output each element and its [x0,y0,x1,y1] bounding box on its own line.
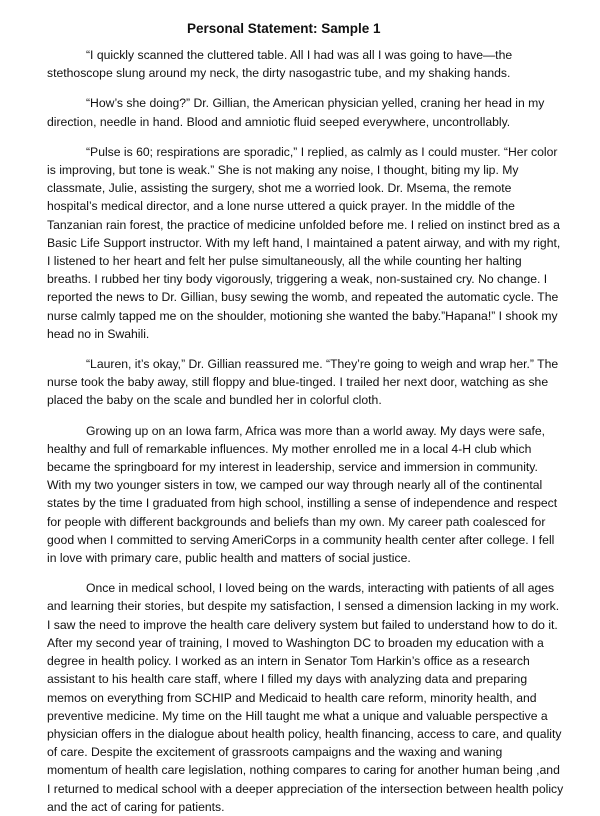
paragraph-line: “Lauren, it’s okay,” Dr. Gillian reassured me. “They’re going to weigh and wrap her.” The [86,357,559,372]
paragraph [47,46,570,82]
paragraph [47,143,570,343]
paragraph-line: I saw the need to improve the health care delivery system but failed to understand how to do it. [47,617,558,632]
paragraph-line: momentum of health care legislation, nothing compares to caring for another human being ,and [47,763,560,778]
document-body [47,46,570,816]
paragraph-line: I listened to her heart and felt her pulse simultaneously, all the while counting her halting [47,254,522,269]
paragraph-line: Basic Life Support instructor. With my left hand, I maintained a patent airway, and with my right, [47,235,561,250]
paragraph [47,355,570,410]
paragraph-line: “Pulse is 60; respirations are sporadic,” I replied, as calmly as I could muster. “Her color [86,144,558,159]
paragraph-line: physician offers in the dialogue about health policy, health financing, access to care, and quality [47,726,562,741]
paragraph-line: memos on everything from SCHIP and Medicaid to health care reform, minority health, and [47,690,537,705]
paragraph-line: “How’s she doing?” Dr. Gillian, the American physician yelled, craning her head in my [86,96,545,111]
paragraph-line: breaths. I rubbed her tiny body vigorously, triggering a weak, non-sustained cry. No change. I [47,272,548,287]
paragraph-line: and the act of caring for patients. [47,799,225,814]
paragraph [47,94,570,130]
paragraph-line: of care. Despite the excitement of grassroots campaigns and the waxing and waning [47,745,503,760]
paragraph-line: is improving, but tone is weak.” She is not making any noise, I thought, biting my lip. My [47,163,519,178]
paragraph-line: classmate, Julie, assisting the surgery, shot me a worried look. Dr. Msema, the remote [47,181,512,196]
paragraph-line: degree in health policy. I worked as an intern in Senator Tom Harkin’s office as a research [47,654,530,669]
paragraph-line: I returned to medical school with a deeper appreciation of the intersection between health policy [47,781,564,796]
paragraph-line: in love with primary care, public health and matters of social justice. [47,551,411,566]
paragraph-line: nurse calmly tapped me on the shoulder, motioning she wanted the baby.”Hapana!” I shook my [47,308,558,323]
paragraph-line: placed the baby on the scale and bundled her in colorful cloth. [47,393,382,408]
paragraph-line: became the springboard for my interest in leadership, service and immersion in community. [47,460,538,475]
document-title: Personal Statement: Sample 1 [187,21,381,36]
paragraph-line: With my two younger sisters in tow, we camped our way through nearly all of the continental [47,478,543,493]
paragraph-line: stethoscope slung around my neck, the dirty nasogastric tube, and my shaking hands. [47,66,511,81]
paragraph-line: hospital’s medical director, and a lone nurse uttered a quick prayer. In the middle of the [47,199,515,214]
paragraph-line: head no in Swahili. [47,326,150,341]
paragraph-line: Tanzanian rain forest, the practice of medicine unfolded before me. I relied on instinct bred as a [47,217,560,232]
paragraph-line: direction, needle in hand. Blood and amniotic fluid seeped everywhere, uncontrollably. [47,114,511,129]
paragraph-line: nurse took the baby away, still floppy and blue-tinged. I trailed her next door, watching as she [47,375,549,390]
paragraph-line: reported the news to Dr. Gillian, busy sewing the womb, and repeated the automatic cycle. The [47,290,559,305]
paragraph-line: and learning their stories, but despite my satisfaction, I sensed a dimension lacking in my work. [47,599,560,614]
paragraph-line: states by the time I graduated from high school, instilling a sense of independence and respect [47,496,558,511]
paragraph-line: Once in medical school, I loved being on the wards, interacting with patients of all ages [86,581,555,596]
paragraph-line: After my second year of training, I moved to Washington DC to broaden my education with a [47,635,544,650]
paragraph-line: Growing up on an Iowa farm, Africa was more than a world away. My days were safe, [86,423,546,438]
paragraph [47,422,570,568]
paragraph-line: preventive medicine. My time on the Hill taught me what a unique and valuable perspective a [47,708,548,723]
paragraph-line: for people with different backgrounds and beliefs than my own. My career path coalesced for [47,514,546,529]
paragraph-line: healthy and full of remarkable influences. My mother enrolled me in a local 4-H club which [47,441,532,456]
paragraph [47,579,570,816]
paragraph-line: “I quickly scanned the cluttered table. All I had was all I was going to have—the [86,48,513,62]
paragraph-line: assistant to his health care staff, where I filled my days with analyzing data and preparing [47,672,528,687]
paragraph-line: good when I committed to serving AmeriCorps in a community health center after college. I fell [47,532,555,547]
